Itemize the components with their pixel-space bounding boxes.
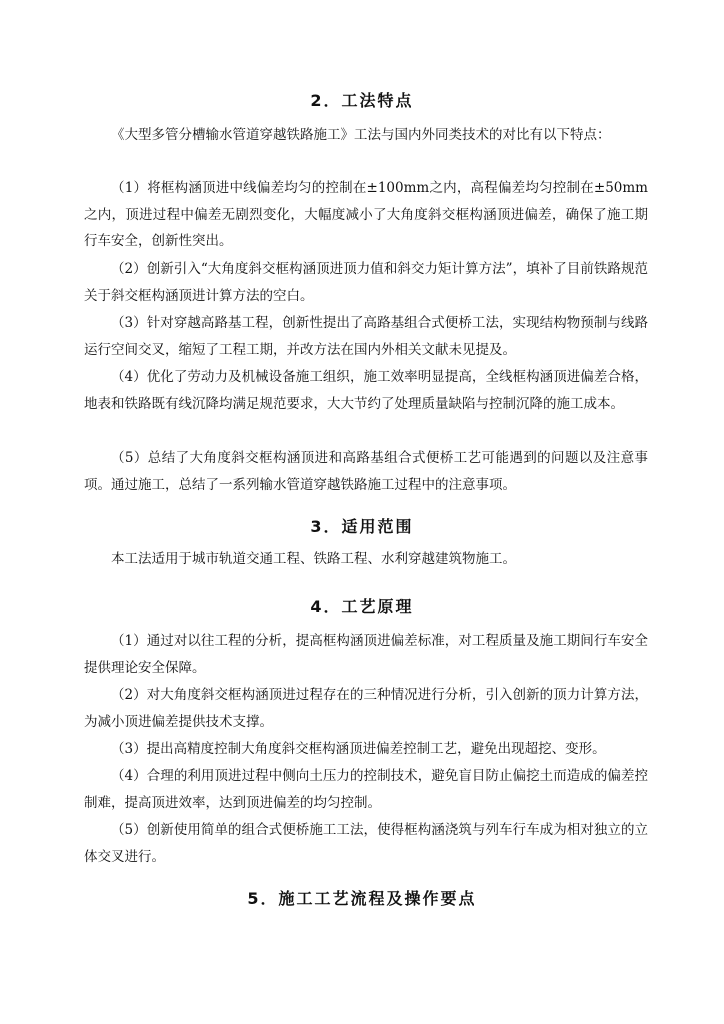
section-heading-4: 4．工艺原理 — [310, 597, 414, 616]
section-heading-5: 5．施工工艺流程及操作要点 — [247, 889, 477, 908]
paragraph-feature-4: （4）优化了劳动力及机械设备施工组织，施工效率明显提高，全线框构涵顶进偏差合格，地表和铁路既有线沉降均满足规范要求，大大节约了处理质量缺陷与控制沉降的施工成本。 — [84, 369, 648, 412]
paragraph-principle-3: （3）提出高精度控制大角度斜交框构涵顶进偏差控制工艺，避免出现超挖、变形。 — [111, 741, 606, 757]
paragraph-principle-2: （2）对大角度斜交框构涵顶进过程存在的三种情况进行分析，引入创新的顶力计算方法，为减小顶进偏差提供技术支撑。 — [84, 687, 648, 730]
paragraph-intro: 《大型多管分槽输水管道穿越铁路施工》工法与国内外同类技术的对比有以下特点： — [111, 127, 611, 143]
paragraph-feature-1: （1）将框构涵顶进中线偏差均匀的控制在±100mm之内，高程偏差均匀控制在±50mm之内，顶进过程中偏差无剧烈变化，大幅度减小了大角度斜交框构涵顶进偏差，确保了施工期行车安全，创新性突出。 — [84, 180, 648, 249]
paragraph-feature-3: （3）针对穿越高路基工程，创新性提出了高路基组合式便桥工法，实现结构物预制与线路运行空间交叉，缩短了工程工期，并改方法在国内外相关文献未见提及。 — [84, 315, 648, 358]
section-heading-2: 2．工法特点 — [310, 91, 414, 110]
paragraph-principle-4: （4）合理的利用顶进过程中侧向土压力的控制技术，避免盲目防止偏挖土而造成的偏差控制难，提高顶进效率，达到顶进偏差的均匀控制。 — [84, 768, 648, 811]
paragraph-feature-2: （2）创新引入“大角度斜交框构涵顶进顶力值和斜交力矩计算方法”，填补了目前铁路规范关于斜交框构涵顶进计算方法的空白。 — [84, 261, 648, 304]
paragraph-principle-1: （1）通过对以往工程的分析，提高框构涵顶进偏差标准，对工程质量及施工期间行车安全提供理论安全保障。 — [84, 633, 648, 676]
section-heading-3: 3．适用范围 — [310, 517, 414, 536]
paragraph-principle-5: （5）创新使用简单的组合式便桥施工工法，使得框构涵浇筑与列车行车成为相对独立的立体交叉进行。 — [84, 822, 648, 865]
paragraph-scope: 本工法适用于城市轨道交通工程、铁路工程、水利穿越建筑物施工。 — [111, 551, 516, 567]
paragraph-feature-5: （5）总结了大角度斜交框构涵顶进和高路基组合式便桥工艺可能遇到的问题以及注意事项。通过施工，总结了一系列输水管道穿越铁路施工过程中的注意事项。 — [84, 450, 648, 493]
